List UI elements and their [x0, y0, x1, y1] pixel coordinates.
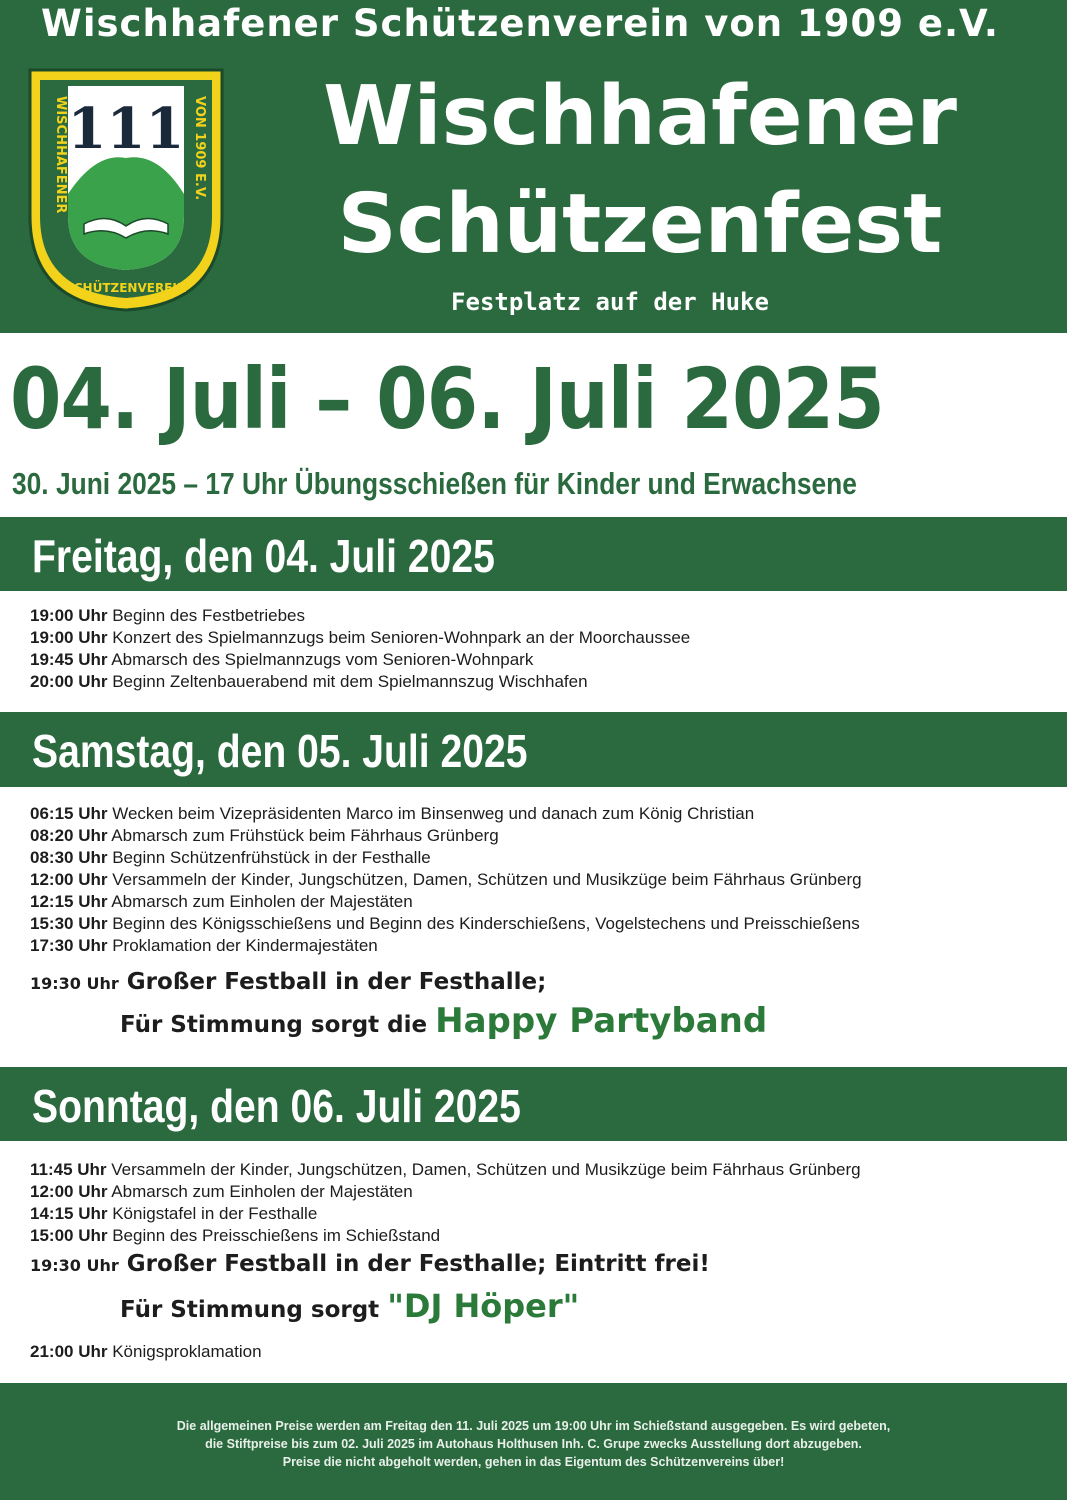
club-crest-logo	[26, 66, 226, 312]
crest-bottom-text: SCHÜTZENVEREIN	[65, 281, 187, 295]
saturday-section	[0, 787, 1067, 1067]
crest-left-text: WISCHHAFENER	[53, 96, 68, 214]
schedule-item: 06:15 Uhr Wecken beim Vizepräsidenten Marco im Binsenweg und danach zum König Christian	[30, 804, 755, 823]
crest-right-text: VON 1909 E.V.	[192, 96, 207, 201]
crest-number: 111	[67, 96, 185, 162]
sunday-festball-line: 19:30 Uhr Großer Festball in der Festhalle; Eintritt frei!	[30, 1251, 710, 1277]
practice-shooting-note: 30. Juni 2025 – 17 Uhr Übungsschießen für Kinder und Erwachsene	[12, 466, 857, 501]
dj-name: "DJ Höper"	[387, 1287, 580, 1325]
footer-line-3: Preise die nicht abgeholt werden, gehen in das Eigentum des Schützenvereins über!	[282, 1455, 785, 1469]
friday-heading: Freitag, den 04. Juli 2025	[32, 530, 495, 582]
schedule-item: 21:00 Uhr Königsproklamation	[30, 1342, 262, 1361]
schedule-item: 14:15 Uhr Königstafel in der Festhalle	[30, 1204, 318, 1223]
sunday-dj-line: Für Stimmung sorgt "DJ Höper"	[120, 1287, 580, 1325]
schedule-item: 12:00 Uhr Abmarsch zum Einholen der Majestäten	[30, 1182, 413, 1201]
sunday-heading: Sonntag, den 06. Juli 2025	[32, 1080, 521, 1132]
schedule-item: 20:00 Uhr Beginn Zeltenbauerabend mit dem Spielmannszug Wischhafen	[30, 672, 588, 691]
saturday-heading-band	[0, 714, 1067, 784]
title-line-2: Schützenfest	[337, 177, 943, 272]
schedule-item: 12:15 Uhr Abmarsch zum Einholen der Majestäten	[30, 892, 413, 911]
schedule-item: 15:30 Uhr Beginn des Königsschießens und Beginn des Kinderschießens, Vogelstechens und Preisschießens	[30, 914, 860, 933]
org-name: Wischhafener Schützenverein von 1909 e.V.	[41, 2, 999, 45]
date-range: 04. Juli – 06. Juli 2025	[10, 350, 884, 448]
venue-label: Festplatz auf der Huke	[451, 288, 769, 316]
schedule-item: 19:00 Uhr Beginn des Festbetriebes	[30, 606, 306, 625]
saturday-festball-line: 19:30 Uhr Großer Festball in der Festhalle;	[30, 969, 547, 995]
schedule-item: 08:20 Uhr Abmarsch zum Frühstück beim Fährhaus Grünberg	[30, 826, 499, 845]
schedule-item: 08:30 Uhr Beginn Schützenfrühstück in der Festhalle	[30, 848, 431, 867]
friday-heading-band	[0, 519, 1067, 589]
schedule-item: 17:30 Uhr Proklamation der Kindermajestäten	[30, 936, 378, 955]
saturday-heading: Samstag, den 05. Juli 2025	[32, 725, 528, 777]
schedule-item: 19:00 Uhr Konzert des Spielmannzugs beim Senioren-Wohnpark an der Moorchaussee	[30, 628, 691, 647]
band-name: Happy Partyband	[435, 1001, 768, 1041]
footer-line-1: Die allgemeinen Preise werden am Freitag den 11. Juli 2025 um 19:00 Uhr im Schießstand ausgegeben. Es wird gebeten,	[176, 1419, 891, 1433]
crest-green-hill	[68, 157, 184, 270]
title-line-1: Wischhafener	[323, 69, 957, 164]
saturday-band-line: Für Stimmung sorgt die Happy Partyband	[120, 1001, 768, 1041]
sunday-heading-band	[0, 1069, 1067, 1139]
footer-line-2: die Stiftpreise bis zum 02. Juli 2025 im Autohaus Holthusen Inh. C. Grupe zwecks Ausstellung dort abzugeben.	[205, 1437, 862, 1451]
sunday-section	[0, 1141, 1067, 1383]
schedule-item: 19:45 Uhr Abmarsch des Spielmannzugs vom Senioren-Wohnpark	[30, 650, 534, 669]
footer-note	[0, 1385, 1067, 1493]
friday-section	[0, 591, 1067, 712]
schedule-item: 15:00 Uhr Beginn des Preisschießens im Schießstand	[30, 1226, 441, 1245]
schedule-item: 11:45 Uhr Versammeln der Kinder, Jungschützen, Damen, Schützen und Musikzüge beim Fährhaus Grünberg	[30, 1160, 861, 1179]
schedule-item: 12:00 Uhr Versammeln der Kinder, Jungschützen, Damen, Schützen und Musikzüge beim Fährhaus Grünberg	[30, 870, 862, 889]
